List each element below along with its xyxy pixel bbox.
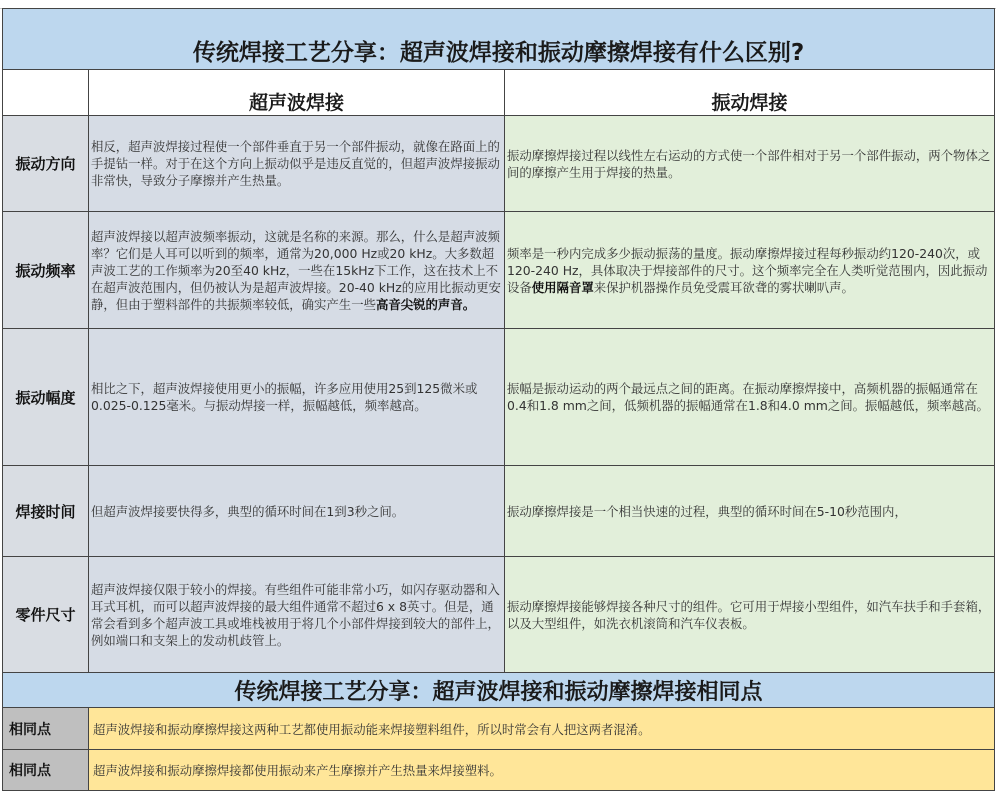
cell-vibration-frequency[interactable] bbox=[505, 212, 995, 329]
header-vibration[interactable]: 振动焊接 bbox=[505, 70, 995, 116]
header-ultrasonic[interactable]: 超声波焊接 bbox=[89, 70, 505, 116]
cell-text: 超声波焊接以超声波频率振动，这就是名称的来源。那么，什么是超声波频率？它们是人耳可以听到的频率，通常为20,000 Hz或20 kHz。大多数超声波工艺的工作频率为20至40 kHz，一些在15kHz下工作，这在技术上不在超声波范围内，但仍被认为是超声波焊接。20-40 kHz的应用比振动更安静，但由于塑料部件的共振频率较低，确实产生一些 bbox=[91, 228, 501, 312]
table-row bbox=[3, 557, 995, 673]
cell-ultrasonic-direction[interactable]: 相反，超声波焊接过程使一个部件垂直于另一个部件振动，就像在路面上的手提钻一样。对于在这个方向上振动似乎是违反直觉的，但超声波焊接振动非常快，导致分子摩擦并产生热量。 bbox=[89, 116, 505, 212]
cell-text: 来保护机器操作员免受震耳欲聋的雾状喇叭声。 bbox=[593, 279, 854, 295]
bold-text: 高音尖锐的声音。 bbox=[375, 296, 476, 312]
bold-text: 使用隔音罩 bbox=[531, 279, 594, 295]
same-text-2[interactable]: 超声波焊接和振动摩擦焊接都使用振动来产生摩擦并产生热量来焊接塑料。 bbox=[89, 750, 995, 791]
cell-vibration-direction[interactable]: 振动摩擦焊接过程以线性左右运动的方式使一个部件相对于另一个部件振动，两个物体之间的摩擦产生用于焊接的热量。 bbox=[505, 116, 995, 212]
table-row bbox=[3, 329, 995, 466]
cell-vibration-weld-time[interactable]: 振动摩擦焊接是一个相当快速的过程，典型的循环时间在5-10秒范围内， bbox=[505, 466, 995, 557]
header-blank-cell[interactable] bbox=[3, 70, 89, 116]
cell-ultrasonic-frequency[interactable] bbox=[89, 212, 505, 329]
same-text-1[interactable]: 超声波焊接和振动摩擦焊接这两种工艺都使用振动能来焊接塑料组件，所以时常会有人把这两者混淆。 bbox=[89, 708, 995, 750]
row-label-weld-time[interactable]: 焊接时间 bbox=[3, 466, 89, 557]
row-label-part-size[interactable]: 零件尺寸 bbox=[3, 557, 89, 673]
cell-text: 频率是一秒内完成多少振动振荡的量度。振动摩擦焊接过程每秒振动约120-240次，或120-240 Hz，具体取决于焊接部件的尺寸。这个频率完全在人类听觉范围内，因此振动设备 bbox=[507, 245, 988, 295]
table-row bbox=[3, 750, 995, 791]
same-label-2[interactable]: 相同点 bbox=[3, 750, 89, 791]
row-label-frequency[interactable]: 振动频率 bbox=[3, 212, 89, 329]
cell-vibration-part-size[interactable]: 振动摩擦焊接能够焊接各种尺寸的组件。它可用于焊接小型组件，如汽车扶手和手套箱，以及大型组件，如洗衣机滚筒和汽车仪表板。 bbox=[505, 557, 995, 673]
same-points-title[interactable]: 传统焊接工艺分享：超声波焊接和振动摩擦焊接相同点 bbox=[3, 673, 995, 708]
same-title-row bbox=[3, 673, 995, 708]
comparison-table bbox=[2, 8, 995, 791]
header-row bbox=[3, 70, 995, 116]
cell-ultrasonic-amplitude[interactable]: 相比之下，超声波焊接使用更小的振幅，许多应用使用25到125微米或0.025-0.125毫米。与振动焊接一样，振幅越低，频率越高。 bbox=[89, 329, 505, 466]
table-row bbox=[3, 116, 995, 212]
row-label-amplitude[interactable]: 振动幅度 bbox=[3, 329, 89, 466]
cell-ultrasonic-weld-time[interactable]: 但超声波焊接要快得多，典型的循环时间在1到3秒之间。 bbox=[89, 466, 505, 557]
cell-ultrasonic-part-size[interactable]: 超声波焊接仅限于较小的焊接。有些组件可能非常小巧，如闪存驱动器和入耳式耳机，而可以超声波焊接的最大组件通常不超过6 x 8英寸。但是，通常会看到多个超声波工具或堆栈被用于将几个小部件焊接到较大的部件上，例如端口和支架上的发动机歧管上。 bbox=[89, 557, 505, 673]
row-label-direction[interactable]: 振动方向 bbox=[3, 116, 89, 212]
table-row bbox=[3, 708, 995, 750]
page-title[interactable]: 传统焊接工艺分享：超声波焊接和振动摩擦焊接有什么区别? bbox=[3, 9, 995, 70]
table-row bbox=[3, 466, 995, 557]
cell-vibration-amplitude[interactable]: 振幅是振动运动的两个最远点之间的距离。在振动摩擦焊接中，高频机器的振幅通常在0.4和1.8 mm之间，低频机器的振幅通常在1.8和4.0 mm之间。振幅越低，频率越高。 bbox=[505, 329, 995, 466]
title-row bbox=[3, 9, 995, 70]
table-row bbox=[3, 212, 995, 329]
same-label-1[interactable]: 相同点 bbox=[3, 708, 89, 750]
